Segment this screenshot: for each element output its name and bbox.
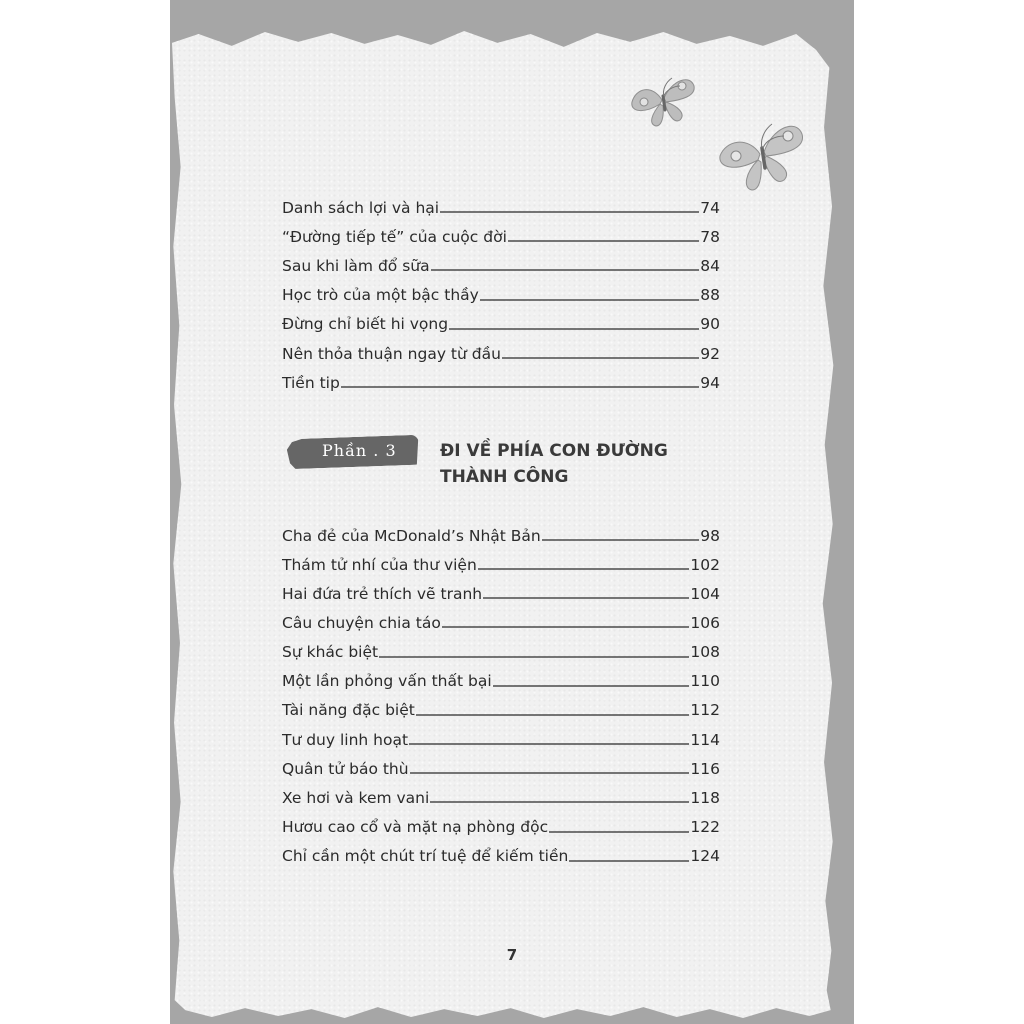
toc-entry	[282, 307, 720, 335]
section-title	[440, 438, 668, 490]
section-badge-label: Phần . 3	[322, 441, 397, 460]
toc-dot-leader	[483, 597, 689, 599]
toc-entry	[282, 219, 720, 247]
toc-entry-page: 122	[690, 818, 720, 836]
toc-entry	[282, 576, 720, 604]
toc-entry-title: Cha đẻ của McDonald’s Nhật Bản	[282, 526, 541, 545]
toc-entry	[282, 605, 720, 633]
toc-entry-title: Chỉ cần một chút trí tuệ để kiếm tiền	[282, 847, 569, 866]
toc-entry	[282, 518, 720, 546]
toc-dot-leader	[440, 211, 699, 213]
toc-entry-title: Xe hơi và kem vani	[282, 788, 430, 807]
toc-dot-leader	[508, 240, 699, 242]
toc-dot-leader	[480, 299, 699, 301]
toc-dot-leader	[431, 269, 700, 271]
toc-entry-page: 102	[690, 555, 720, 574]
toc-entry-page: 124	[690, 847, 720, 866]
toc-dot-leader	[478, 568, 690, 570]
toc-entry	[282, 336, 720, 364]
toc-entry-title: Sự khác biệt	[282, 643, 379, 662]
toc-entry-title: Sau khi làm đổ sữa	[282, 256, 430, 275]
toc-dot-leader	[542, 539, 700, 541]
toc-entry	[282, 248, 720, 276]
toc-entry-title: Nên thỏa thuận ngay từ đầu	[282, 344, 501, 363]
toc-entry-title: Một lần phỏng vấn thất bại	[282, 672, 492, 691]
toc-entry	[282, 190, 720, 218]
toc-dot-leader	[569, 860, 689, 862]
toc-entry-title: Thám tử nhí của thư viện	[282, 555, 477, 574]
toc-entry-page: 114	[690, 730, 720, 749]
toc-entry-page: 116	[690, 759, 720, 778]
toc-entry-page: 118	[690, 788, 720, 807]
toc-dot-leader	[416, 714, 690, 716]
toc-entry-title: Hai đứa trẻ thích vẽ tranh	[282, 584, 483, 603]
toc-entry	[282, 365, 720, 393]
toc-entry	[282, 810, 720, 838]
toc-entry-title: Đừng chỉ biết hi vọng	[282, 315, 449, 334]
toc-entry	[282, 839, 720, 867]
toc-entry-page: 78	[700, 227, 720, 246]
toc-entry-page: 106	[690, 613, 720, 632]
toc-dot-leader	[341, 386, 699, 388]
toc-dot-leader	[409, 743, 689, 745]
toc-dot-leader	[502, 357, 699, 359]
toc-entry-title: “Đường tiếp tế” của cuộc đời	[282, 227, 507, 246]
toc-entry-page: 74	[700, 198, 720, 217]
toc-entry-page: 98	[700, 526, 720, 545]
toc-entry-title: Tư duy linh hoạt	[282, 730, 409, 749]
toc-entry	[282, 722, 720, 750]
toc-entry-page: 92	[700, 344, 720, 363]
toc-entry-page: 90	[700, 315, 720, 334]
section-title-line1: ĐI VỀ PHÍA CON ĐƯỜNG	[440, 441, 668, 461]
toc-dot-leader	[430, 801, 689, 803]
toc-entry-title: Học trò của một bậc thầy	[282, 286, 479, 305]
toc-entry-page: 84	[700, 256, 720, 275]
toc-entry-title: Danh sách lợi và hại	[282, 198, 440, 217]
toc-entry-title: Câu chuyện chia táo	[282, 613, 441, 632]
toc-entry-page: 110	[690, 672, 720, 691]
toc-entry	[282, 635, 720, 663]
toc-dot-leader	[442, 626, 690, 628]
toc-entry-page: 108	[690, 643, 720, 662]
toc-entry	[282, 664, 720, 692]
toc-entry-title: Tiền tip	[282, 373, 340, 392]
toc-dot-leader	[449, 328, 699, 330]
toc-dot-leader	[410, 772, 690, 774]
toc-entry-title: Quân tử báo thù	[282, 759, 409, 778]
toc-entry	[282, 780, 720, 808]
toc-dot-leader	[549, 831, 689, 833]
toc-entry	[282, 751, 720, 779]
toc-entry	[282, 278, 720, 306]
toc-entry-page: 112	[690, 701, 720, 720]
toc-entry-page: 88	[700, 286, 720, 305]
toc-dot-leader	[493, 685, 690, 687]
toc-entry-title: Hươu cao cổ và mặt nạ phòng độc	[282, 818, 549, 836]
toc-entry-page: 104	[690, 584, 720, 603]
toc-entry	[282, 547, 720, 575]
section-title-line2: THÀNH CÔNG	[440, 467, 569, 487]
toc-entry-page: 94	[700, 373, 720, 392]
page-number: 7	[506, 946, 518, 964]
toc-entry-title: Tài năng đặc biệt	[282, 701, 415, 720]
toc-dot-leader	[379, 656, 689, 658]
toc-entry	[282, 693, 720, 721]
